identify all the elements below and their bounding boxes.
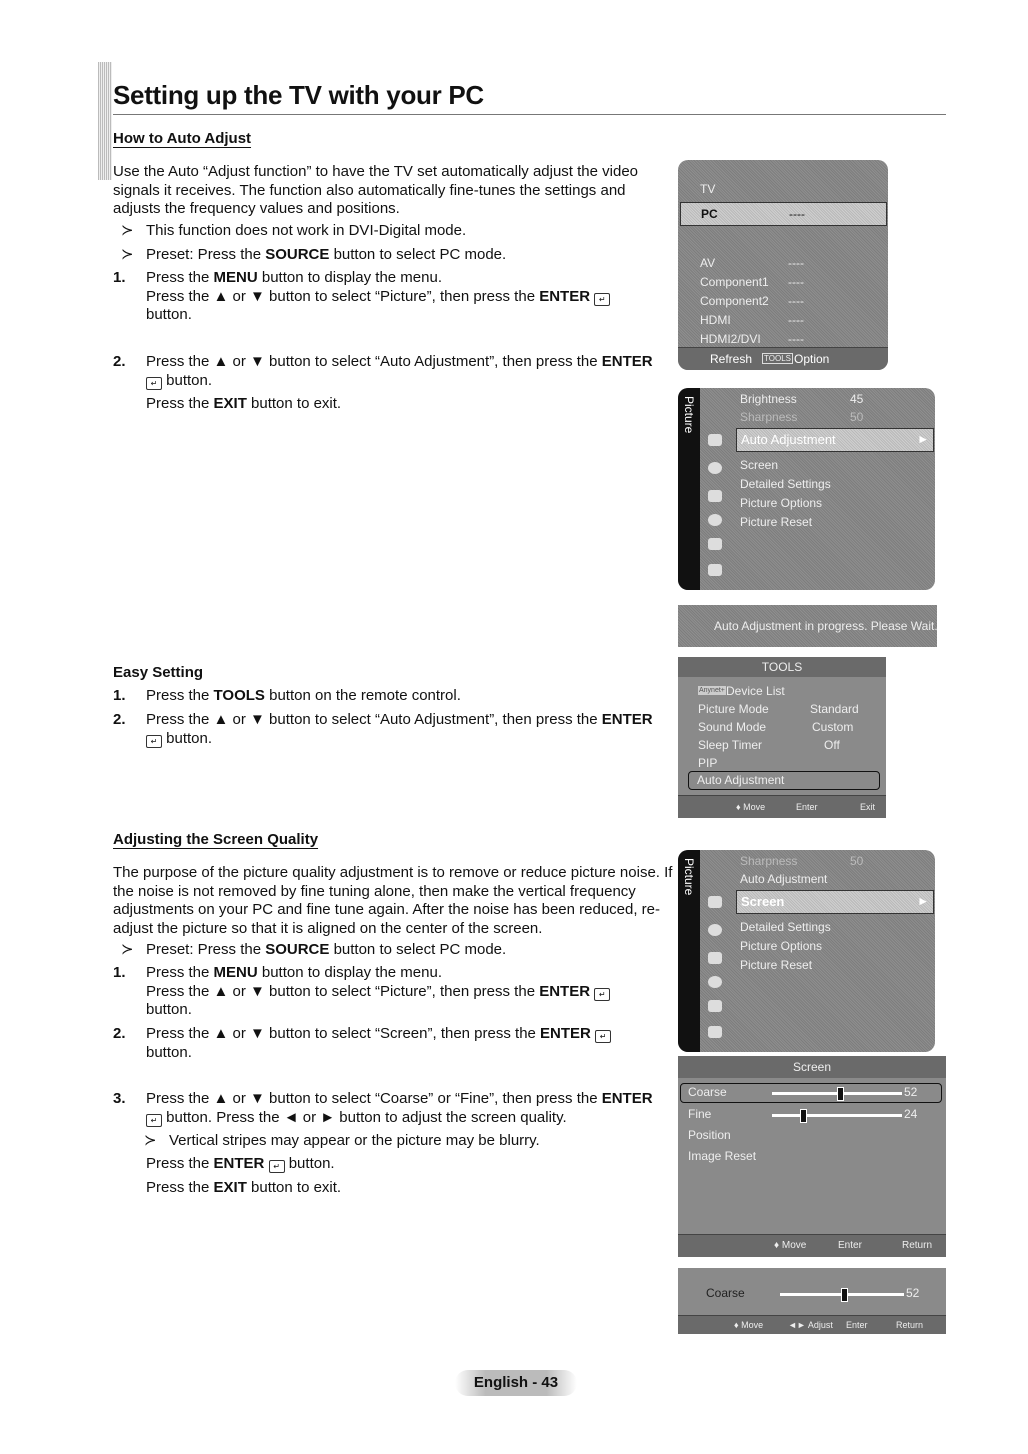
key-name: ENTER [539,287,591,305]
return-hint: Return [896,1320,924,1330]
enter-key-icon: ↵ [269,1160,285,1173]
enter-hint: Enter [846,1320,868,1330]
source-menu-footer [678,347,888,370]
menu-item-sharpness: Sharpness [740,410,798,424]
text-segment: Press the [146,269,214,286]
note-text [146,246,663,265]
key-name: EXIT [213,1179,247,1196]
tools-item: Sleep Timer [698,738,763,752]
channel-icon [708,490,722,502]
picture-icon [708,896,722,908]
tools-item-auto-adjustment: Auto Adjustment [697,773,785,787]
fine-value: 24 [904,1107,918,1121]
source-value: ---- [788,256,804,270]
screen-menu-screenshot [678,1056,946,1257]
fine-label: Fine [688,1107,712,1121]
enter-key-icon: ↵ [594,988,610,1001]
source-hdmi: HDMI [700,313,731,327]
screen-footer [678,1234,946,1257]
tools-title: TOOLS [678,657,886,677]
picture-side-tab [678,388,700,590]
menu-item-screen: Screen [741,894,785,909]
note-icon: ≻ [121,246,134,263]
menu-item-screen-highlight [736,890,934,914]
picture-menu-screen-screenshot [678,850,935,1052]
channel-icon [708,952,722,964]
text-segment: Preset: Press the [146,246,266,263]
screen-quality-intro: The purpose of the picture quality adjustment is to remove or reduce picture noise. If the noise is not removed by fine tuning alone, then make the vertical frequency adjustments on your PC and fine tune again. After the noise has been reduced, re-adjust the picture so that it is aligned on the center of the screen. [113,864,673,937]
exit-hint: Exit [860,802,876,812]
tools-item-value: Custom [812,720,854,734]
source-value: ---- [788,313,804,327]
tools-menu-screenshot [678,657,886,818]
step-number: 3. [113,1090,126,1107]
menu-item-value: 50 [850,854,864,868]
text-segment: Press the [146,964,214,981]
text-segment: button to exit. [246,1179,342,1196]
text-segment: Press the ▲ or ▼ button to select “Auto Adjustment”, then press the [146,711,602,728]
source-value: ---- [788,275,804,289]
step-text [146,1025,663,1062]
position-label: Position [688,1128,731,1142]
source-component1: Component1 [700,275,769,289]
menu-item-picture-reset: Picture Reset [740,515,813,529]
menu-item-screen: Screen [740,458,779,472]
key-name: MENU [213,269,258,286]
heading-auto-adjust: How to Auto Adjust [113,130,252,147]
source-hdmi2: HDMI2/DVI [700,332,761,346]
step-text [146,1090,663,1127]
key-name: ENTER [213,1155,265,1172]
menu-item-detailed-settings: Detailed Settings [740,477,831,491]
option-label: Option [794,352,830,366]
enter-key-icon: ↵ [594,293,610,306]
text-segment: Press the [146,1179,214,1196]
heading-easy-setting: Easy Setting [113,664,204,681]
step-number: 2. [113,711,126,728]
tools-item: Picture Mode [698,702,769,716]
source-av: AV [700,256,716,270]
key-name: ENTER [601,711,653,728]
text-segment: button. [162,371,213,389]
step-number: 1. [113,269,126,286]
coarse-slider-knob[interactable] [841,1288,848,1302]
tools-footer [678,795,886,818]
fine-slider-knob[interactable] [800,1109,807,1123]
note-icon: ≻ [121,222,134,239]
text-segment: Press the ▲ or ▼ button to select “Auto Adjustment”, then press the [146,353,602,370]
tools-item-selected [688,771,880,790]
text-segment: button. [146,1001,192,1018]
coarse-adjust-screenshot [678,1268,946,1334]
key-name: ENTER [540,1025,591,1042]
source-tv: TV [700,182,716,196]
input-icon [708,538,722,550]
step-number: 1. [113,964,126,981]
input-icon [708,1000,722,1012]
source-component2: Component2 [700,294,769,308]
source-pc-highlight [680,202,887,226]
screen-title: Screen [678,1056,946,1078]
note-text [146,222,663,241]
step-number: 1. [113,687,126,704]
menu-item-brightness: Brightness [740,392,797,406]
menu-item-picture-options: Picture Options [740,496,823,510]
text-segment: button on the remote control. [264,687,461,704]
source-menu-screenshot [678,160,888,370]
text-segment: Press the ▲ or ▼ button to select “Coarse” or “Fine”, then press the [146,1090,602,1107]
note-text [146,941,663,960]
source-value: ---- [788,294,804,308]
coarse-slider-knob[interactable] [837,1087,844,1101]
source-pc-value: ---- [789,207,805,221]
enter-hint: Enter [838,1240,862,1251]
note-icon: ≻ [121,941,134,958]
tools-item: Device List [726,684,785,698]
coarse-label: Coarse [706,1286,745,1300]
step-text [146,269,663,325]
text-segment: Press the [146,687,214,704]
arrow-right-icon: ► [917,432,929,446]
text-segment [264,1155,268,1172]
step-text [146,687,663,706]
move-hint: ♦ Move [736,802,766,812]
enter-hint: Enter [796,802,818,812]
key-name: TOOLS [213,687,265,704]
progress-message: Auto Adjustment in progress. Please Wait. [714,619,938,633]
return-hint: Return [902,1240,933,1251]
tools-item-value: Standard [810,702,859,716]
anynet-logo: Anynet+ [699,687,725,694]
text-segment: button. [146,1043,192,1061]
menu-item-sharpness: Sharpness [740,854,798,868]
application-icon [708,1026,722,1038]
text-segment: button. [146,306,192,323]
page-number: English - 43 [455,1370,577,1396]
adjust-hint: ◄► Adjust [788,1320,833,1330]
tools-key-icon: TOOLS [764,354,791,363]
menu-item-auto-adjustment: Auto Adjustment [741,432,836,447]
step-text [146,353,663,390]
menu-item-auto-adjustment-highlight [736,428,934,452]
step-text [146,711,663,748]
coarse-value: 52 [906,1286,920,1300]
source-pc: PC [701,207,718,221]
text-segment: button to select PC mode. [329,246,507,263]
menu-item-picture-reset: Picture Reset [740,958,813,972]
text-segment: button. [162,729,213,747]
key-name: SOURCE [265,941,330,958]
menu-item-picture-options: Picture Options [740,939,823,953]
side-tab-label: Picture [682,858,696,896]
sound-icon [708,924,722,936]
text-segment: Press the ▲ or ▼ button to select “Picture”, then press the [146,982,540,1000]
text-segment: button to display the menu. [257,269,442,286]
key-name: SOURCE [265,246,330,263]
section-marker-bar [98,62,112,180]
sound-icon [708,462,722,474]
application-icon [708,564,722,576]
text-segment: Preset: Press the [146,941,266,958]
arrow-right-icon: ► [917,894,929,908]
setup-gear-icon [708,514,722,526]
step-text [146,964,663,1020]
setup-gear-icon [708,976,722,988]
step-number: 2. [113,353,126,370]
text-segment: Press the ▲ or ▼ button to select “Picture”, then press the [146,287,540,305]
key-name: EXIT [213,395,247,412]
coarse-slider[interactable] [772,1092,902,1095]
menu-item-detailed-settings: Detailed Settings [740,920,831,934]
tools-item-value: Off [824,738,840,752]
text-segment: Vertical stripes may appear or the picture may be blurry. [169,1132,540,1149]
key-name: ENTER [601,353,653,370]
picture-menu-screenshot [678,388,935,590]
step-text [146,1179,663,1198]
enter-key-icon: ↵ [595,1030,611,1043]
text-segment: button. [284,1155,335,1172]
note-text [169,1132,686,1151]
side-tab-label: Picture [682,396,696,434]
auto-adjust-intro: Use the Auto “Adjust function” to have the TV set automatically adjust the video signals it receives. The function also automatically fine-tunes the settings and adjusts the frequency values and positions. [113,163,639,217]
text-segment: Press the [146,1155,214,1172]
menu-item-value: 45 [850,392,864,406]
text-segment: Press the ▲ or ▼ button to select “Screen”, then press the [146,1025,541,1042]
step-number: 2. [113,1025,126,1042]
tools-item: PIP [698,756,718,770]
note-icon: ≻ [144,1132,157,1149]
title-divider [113,114,946,115]
text-segment: This function does not work in DVI-Digital mode. [146,222,467,239]
menu-item-value: 50 [850,410,864,424]
move-hint: ♦ Move [734,1320,764,1330]
refresh-label: Refresh [710,352,753,366]
enter-key-icon: ↵ [146,377,162,390]
coarse-slider[interactable] [780,1293,904,1296]
source-value: ---- [788,332,804,346]
text-segment: Press the [146,395,214,412]
image-reset-label: Image Reset [688,1149,757,1163]
step-text [146,1155,663,1174]
coarse-footer [678,1315,946,1334]
coarse-label: Coarse [688,1085,727,1099]
fine-slider[interactable] [772,1114,902,1117]
move-hint: ♦ Move [774,1240,807,1251]
key-name: ENTER [601,1090,653,1107]
text-segment: button to display the menu. [257,964,442,981]
enter-key-icon: ↵ [146,735,162,748]
key-name: MENU [213,964,258,981]
step-text [146,395,663,414]
tools-item: Sound Mode [698,720,767,734]
heading-screen-quality: Adjusting the Screen Quality [113,831,319,848]
text-segment: button to exit. [246,395,342,412]
menu-item-auto-adjustment: Auto Adjustment [740,872,828,886]
key-name: ENTER [539,982,591,1000]
progress-message-screenshot [678,605,937,647]
text-segment: button. Press the ◄ or ► button to adjust the screen quality. [162,1108,567,1126]
enter-key-icon: ↵ [146,1114,162,1127]
coarse-value: 52 [904,1085,918,1099]
text-segment: button to select PC mode. [329,941,507,958]
picture-icon [708,434,722,446]
picture-side-tab [678,850,700,1052]
page-title: Setting up the TV with your PC [113,80,484,110]
